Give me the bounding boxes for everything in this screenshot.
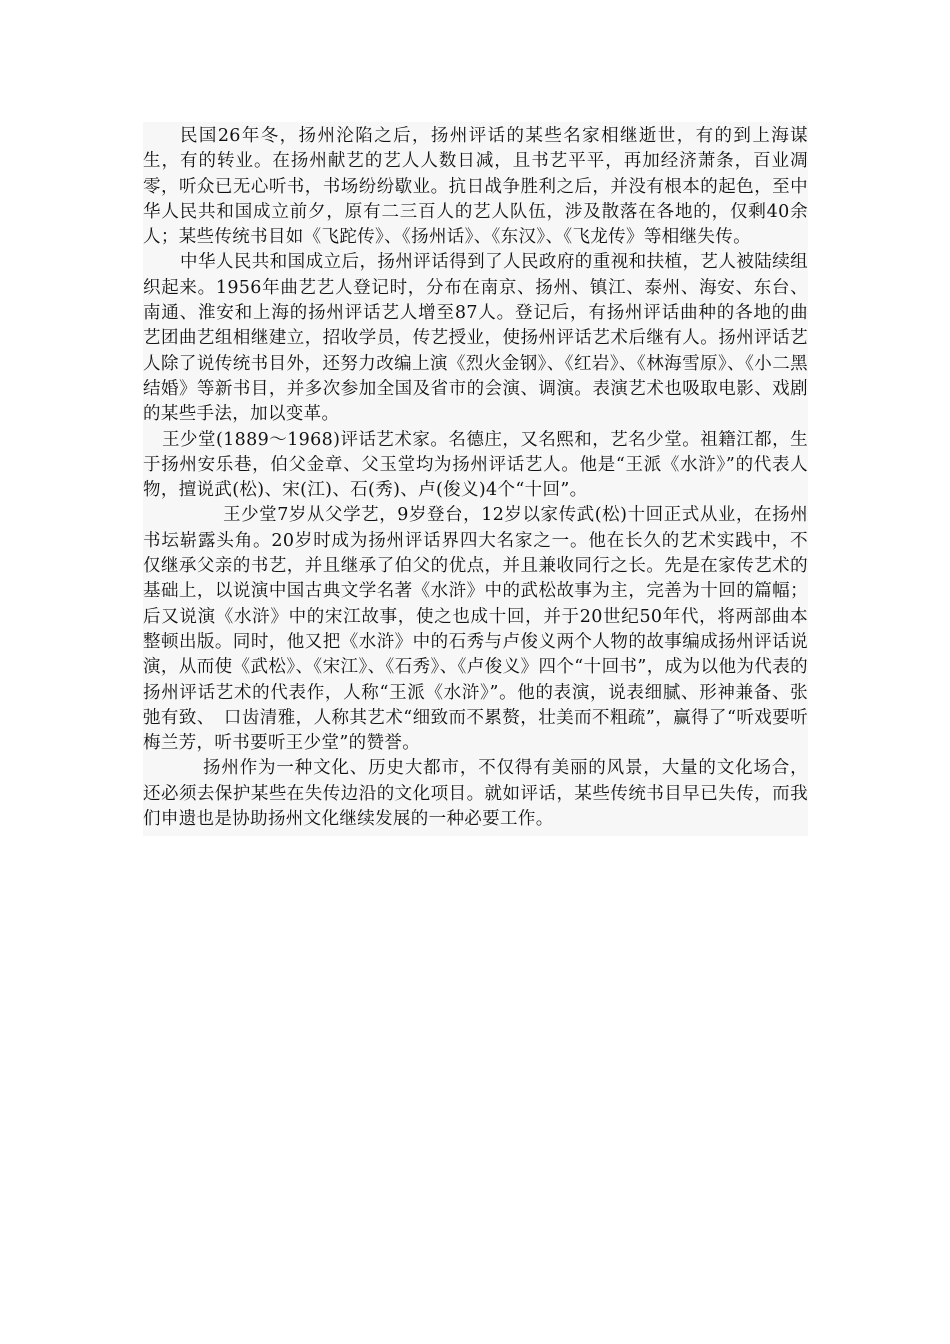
paragraph-wang-shaotang-career: 王少堂7岁从父学艺，9岁登台，12岁以家传武(松)十回正式从业，在扬州书坛崭露头角。20岁时成为扬州评话界四大名家之一。他在长久的艺术实践中，不仅继承父亲的书艺，并且继承了伯父的优点，并且兼收同行之长。先是在家传艺术的基础上，以说演中国古典文学名著《水浒》中的武松故事为主，完善为十回的篇幅；后又说演《水浒》中的宋江故事，使之也成十回，并于20世纪50年代，将两部曲本整顿出版。同时，他又把《水浒》中的石秀与卢俊义两个人物的故事编成扬州评话说演，从而使《武松》、《宋江》、《石秀》、《卢俊义》四个“十回书”，成为以他为代表的扬州评话艺术的代表作，人称“王派《水浒》”。他的表演，说表细腻、形神兼备、张弛有致、 口齿清雅，人称其艺术“细致而不累赘，壮美而不粗疏”，赢得了“听戏要听梅兰芳，听书要听王少堂”的赞誉。 — [143, 505, 808, 754]
paragraph-decline: 民国26年冬，扬州沦陷之后，扬州评话的某些名家相继逝世，有的到上海谋生，有的转业。在扬州献艺的艺人人数日减，且书艺平平，再加经济萧条，百业凋零，听众已无心听书，书场纷纷歇业。抗日战争胜利之后，并没有根本的起色，至中华人民共和国成立前夕，原有二三百人的艺人队伍，涉及散落在各地的，仅剩40余人；某些传统书目如《飞跎传》、《扬州话》、《东汉》、《飞龙传》等相继失传。 — [143, 126, 808, 248]
paragraph-revival: 中华人民共和国成立后，扬州评话得到了人民政府的重视和扶植，艺人被陆续组织起来。1956年曲艺艺人登记时，分布在南京、扬州、镇江、泰州、海安、东台、南通、淮安和上海的扬州评话艺人增至87人。登记后，有扬州评话曲种的各地的曲艺团曲艺组相继建立，招收学员，传艺授业，使扬州评话艺术后继有人。扬州评话艺人除了说传统书目外，还努力改编上演《烈火金钢》、《红岩》、《林海雪原》、《小二黑结婚》等新书目，并多次参加全国及省市的会演、调演。表演艺术也吸取电影、戏剧的某些手法，加以变革。 — [143, 252, 808, 425]
paragraph-conclusion: 扬州作为一种文化、历史大都市，不仅得有美丽的风景，大量的文化场合，还必须去保护某些在失传边沿的文化项目。就如评话，某些传统书目早已失传，而我们申遗也是协助扬州文化继续发展的一种必要工作。 — [143, 758, 808, 830]
paragraph-wang-shaotang-bio: 王少堂(1889～1968)评话艺术家。名德庄，又名熙和，艺名少堂。祖籍江都，生于扬州安乐巷，伯父金章、父玉堂均为扬州评话艺人。他是“王派《水浒》”的代表人物，擅说武(松)、宋(江)、石(秀)、卢(俊义)4个“十回”。 — [143, 429, 808, 501]
document-body — [143, 122, 808, 836]
